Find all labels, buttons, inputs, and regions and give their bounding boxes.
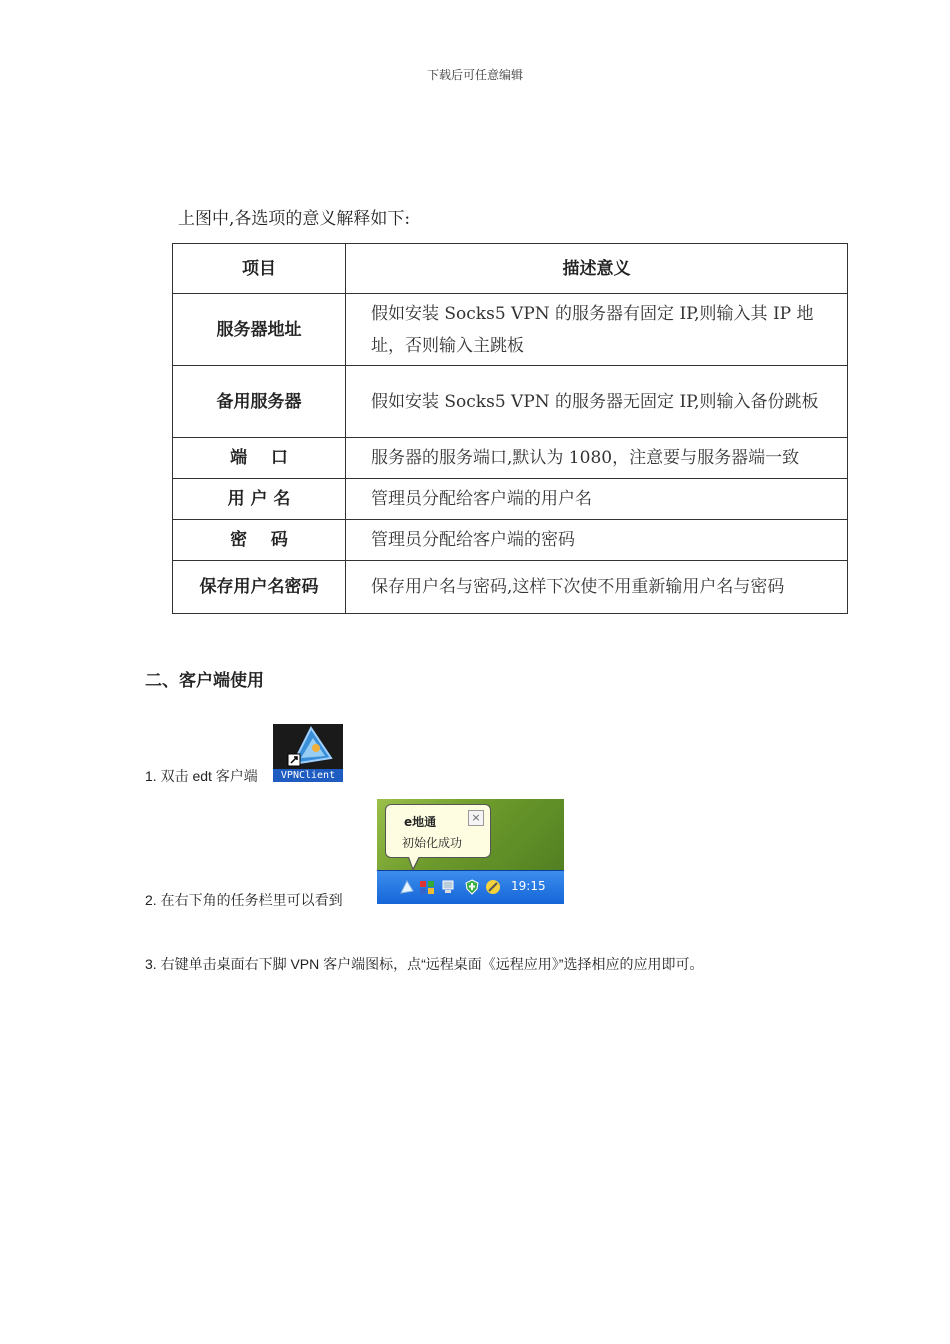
balloon-message: 初始化成功 bbox=[402, 836, 463, 850]
table-header-desc: 描述意义 bbox=[346, 244, 848, 294]
balloon-tail-fill bbox=[408, 854, 420, 868]
system-tray bbox=[377, 870, 564, 904]
table-cell-item: 服务器地址 bbox=[173, 294, 346, 366]
table-cell-item: 保存用户名密码 bbox=[173, 561, 346, 614]
table-cell-desc: 管理员分配给客户端的密码 bbox=[346, 520, 848, 561]
table-row bbox=[173, 479, 848, 520]
table-cell-item: 密 码 bbox=[173, 520, 346, 561]
table-cell-item: 端 口 bbox=[173, 438, 346, 479]
tray-clock: 19:15 bbox=[511, 879, 546, 893]
table-header-row bbox=[173, 244, 848, 294]
step-2-text: 2. 在右下角的任务栏里可以看到 bbox=[145, 892, 343, 908]
table-cell-desc: 保存用户名与密码,这样下次使不用重新输用户名与密码 bbox=[346, 561, 848, 614]
table-cell-item: 备用服务器 bbox=[173, 366, 346, 438]
step-1-text: 1. 双击 edt 客户端 bbox=[145, 768, 258, 784]
step-3-text: 3. 右键单击桌面右下脚 VPN 客户端图标，点“远程桌面《远程应用》”选择相应的应用即可。 bbox=[145, 956, 704, 972]
table-cell-desc: 管理员分配给客户端的用户名 bbox=[346, 479, 848, 520]
vpn-client-icon[interactable] bbox=[273, 724, 343, 782]
table-row bbox=[173, 294, 848, 366]
pencil-icon[interactable] bbox=[485, 879, 501, 895]
taskbar-screenshot bbox=[377, 799, 564, 904]
section-title: 二、客户端使用 bbox=[145, 671, 264, 691]
vpn-tray-icon[interactable] bbox=[399, 879, 415, 895]
table-row bbox=[173, 438, 848, 479]
table-row bbox=[173, 561, 848, 614]
intro-text: 上图中,各选项的意义解释如下: bbox=[178, 209, 411, 229]
vpn-client-graphic bbox=[273, 724, 343, 769]
table-cell-desc: 假如安装 Socks5 VPN 的服务器有固定 IP,则输入其 IP 地址，否则输入主跳板 bbox=[346, 294, 848, 366]
notification-balloon bbox=[385, 804, 491, 858]
page-header: 下载后可任意编辑 bbox=[426, 68, 523, 82]
options-table bbox=[172, 243, 848, 614]
close-icon[interactable]: × bbox=[468, 810, 484, 826]
table-cell-desc: 假如安装 Socks5 VPN 的服务器无固定 IP,则输入备份跳板 bbox=[346, 366, 848, 438]
balloon-title: e地通 bbox=[404, 815, 437, 829]
table-cell-item: 用 户 名 bbox=[173, 479, 346, 520]
table-row bbox=[173, 520, 848, 561]
table-header-item: 项目 bbox=[173, 244, 346, 294]
vpn-client-label: VPNClient bbox=[273, 769, 343, 782]
table-row bbox=[173, 366, 848, 438]
table-cell-desc: 服务器的服务端口,默认为 1080，注意要与服务器端一致 bbox=[346, 438, 848, 479]
computer-icon[interactable] bbox=[440, 879, 456, 895]
network-icon[interactable] bbox=[419, 879, 435, 895]
shield-icon[interactable] bbox=[464, 879, 480, 895]
